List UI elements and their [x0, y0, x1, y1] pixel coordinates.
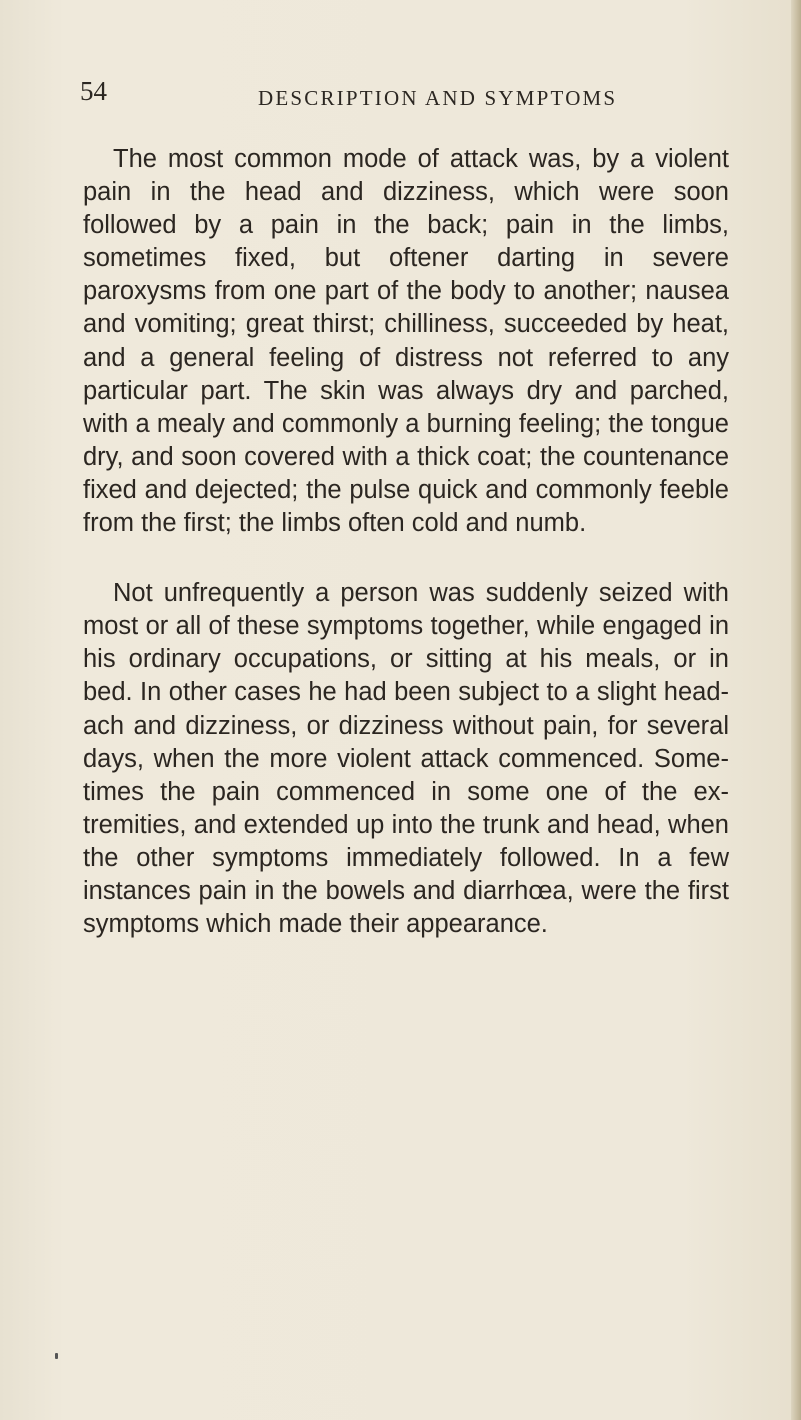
paragraph-1: The most common mode of attack was, by a violent pain in the head and dizziness, which were soon followed by a pain in the back; pain in the limbs, sometimes fixed, but oftener darting in severe paroxysms from one part of the body to another; nausea and vomiting; great thirst; chilliness, succeeded by heat, and a general feeling of distress not referred to any particular part. The skin was always dry and parched, with a mealy and commonly a burning feeling; the tongue dry, and soon covered with a thick coat; the countenance fixed and dejected; the pulse quick and commonly feeble from the first; the limbs often cold and numb.	[83, 145, 729, 538]
running-head: DESCRIPTION AND SYMPTOMS	[258, 86, 618, 110]
body-text	[83, 143, 729, 941]
paragraph-2: Not unfrequently a person was suddenly seized with most or all of these symptoms together, while engaged in his ordinary occupations, or sitting at his meals, or in bed. In other cases he had been subject to a slight head-ach and dizziness, or dizziness without pain, for several days, when the more violent attack commenced. Sometimes the pain commenced in some one of the extremities, and extended up into the trunk and head, when the other symptoms immediately followed. In a few instances pain in the bowels and diarrhœa, were the first symptoms which made their appearance.	[83, 579, 729, 939]
page-edge-shadow	[791, 0, 801, 1420]
ink-speck	[55, 1353, 58, 1359]
page-header	[80, 76, 720, 116]
page-number: 54	[80, 76, 107, 106]
